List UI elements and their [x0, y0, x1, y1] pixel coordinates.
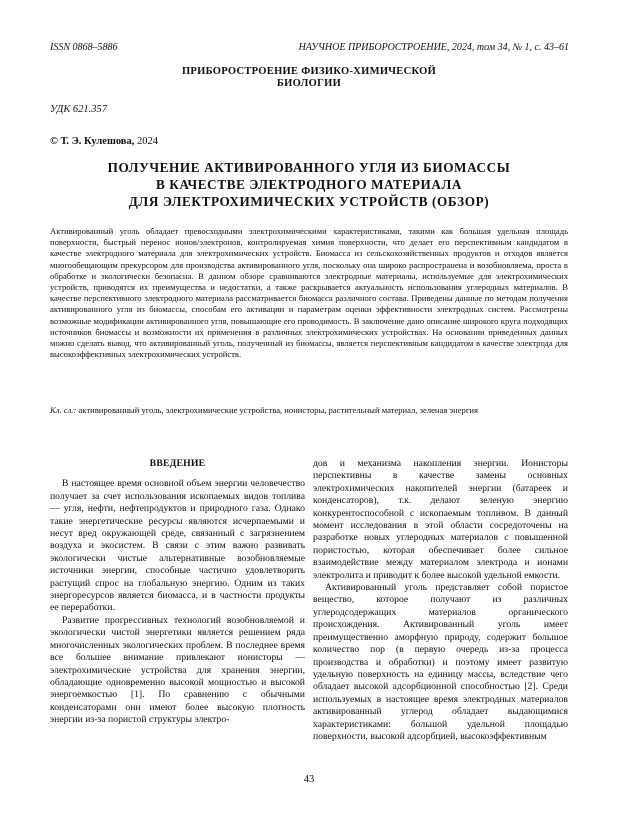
issn: ISSN 0868–5886 — [50, 42, 118, 53]
section-title-line-2: БИОЛОГИИ — [276, 78, 342, 89]
left-column — [50, 458, 305, 727]
journal-reference: НАУЧНОЕ ПРИБОРОСТРОЕНИЕ, 2024, том 34, № 1, с. 43–61 — [298, 42, 569, 53]
right-column — [313, 458, 568, 743]
title-line-1: ПОЛУЧЕНИЕ АКТИВИРОВАННОГО УГЛЯ ИЗ БИОМАССЫ — [107, 160, 511, 175]
title-line-2: В КАЧЕСТВЕ ЭЛЕКТРОДНОГО МАТЕРИАЛА — [155, 177, 463, 192]
paragraph: Развитие прогрессивных технологий возобновляемой и экологически чистой энергетики является решением ряда многочисленных экологических проблем. В последнее время все большее внимание привлекают ионисторы — электрохимические устройства для хранения энергии, обладающие одновременно высокой мощностью и высокой энергоемкостью [1]. По сравнению с обычными конденсаторами они имеют более высокую плотность энергии из-за пористой структуры электро- — [50, 614, 305, 726]
page-number: 43 — [303, 774, 315, 785]
section-heading-introduction: ВВЕДЕНИЕ — [149, 458, 206, 469]
author-year: 2024 — [136, 136, 158, 147]
section-title-line-1: ПРИБОРОСТРОЕНИЕ ФИЗИКО-ХИМИЧЕСКОЙ — [181, 66, 437, 77]
udk-code: УДК 621.357 — [50, 104, 108, 115]
copyright-symbol: © — [50, 136, 58, 147]
section-title — [50, 66, 568, 90]
paragraph: В настоящее время основной объем энергии человечество получает за счет использования ископаемых видов топлива — угля, нефти, нефтепродуктов и природного газа. Однако такие энергетические ресурсы являются исчерпаемыми и несут вред окружающей среде, связанный с загрязнением воздуха и экосистем. В связи с этим важно развивать экологически чистые альтернативные возобновляемые источники энергии, способные частично удовлетворить растущий спрос на глобальную энергию. Одним из таких энергоресурсов является биомасса, и в частности продукты ее переработки. — [50, 478, 305, 614]
paragraph: Активированный уголь представляет собой пористое вещество, которое получают из различных углеродсодержащих материалов органического происхождения. Активированный уголь имеет преимущественно аморфную природу, содержит большое количество пор (в первую очередь из-за процесса производства и обработки) и поэтому имеет развитую удельную поверхность на единицу массы, вследствие чего обладает высокой адсорбционной способностью [2]. Среди используемых в настоящее время электродных материалов активированный углерод обладает выдающимися характеристиками: большой удельной площадью поверхности, высокой адсорбцией, высокоэффективным — [313, 582, 568, 742]
author-name: Т. Э. Кулешова, — [60, 136, 135, 147]
abstract: Активированный уголь обладает превосходными электрохимическими характеристиками, такими как большая удельная площадь поверхности, быстрый перенос ионов/электронов, контролируемая химия поверхности, что делает его перспективным кандидатом в качестве электродного материала для электрохимических устройств. Биомасса из сельскохозяйственных продуктов и отходов является многообещающим прекурсором для производства активированного угля, поскольку она широко распространена и возобновляема, проста в обработке и экологически безопасна. В данном обзоре сравниваются электродные материалы, используемые для электрохимических устройств, приводятся их преимущества и недостатки, а также раскрывается актуальность использования углеродных материалов. В качестве перспективного электродного материала рассматривается биомасса различного состава. Приведены данные по методам получения активированного угля из биомассы, способам его активации и параметрам оценки эффективности электродных систем. Рассмотрены возможные модификации активированного угля, повышающие его проводимость. В заключение дано описание широкого круга подходящих источников биомассы и возможности их применения в различных электрохимических устройствах. На основании приведенных данных можно сделать вывод, что активированный уголь, полученный из биомассы, является перспективным кандидатом в качестве электрода для высокоэффективных электрохимических устройств. — [50, 226, 568, 360]
article-title — [50, 159, 568, 210]
title-line-3: ДЛЯ ЭЛЕКТРОХИМИЧЕСКИХ УСТРОЙСТВ (ОБЗОР) — [128, 194, 490, 209]
paragraph: дов и механизма накопления энергии. Ионисторы перспективны в качестве замены основных электрохимических накопителей энергии (батареек и конденсаторов), т.к. делают зеленую энергию конкурентоспособной с ископаемым топливом. В данный момент исследования в этой области сосредоточены на разработке новых углеродных материалов с повышенной пористостью, которая обеспечивает более сильное взаимодействие между материалом электрода и ионами электролита и приводит к более высокой удельной емкости. — [313, 458, 568, 581]
author-line — [50, 136, 158, 147]
keywords-text: активированный уголь, электрохимические устройства, ионисторы, растительный материал, зеленая энергия — [78, 405, 478, 415]
keywords — [50, 405, 568, 416]
keywords-label: Кл. сл.: — [50, 405, 77, 415]
